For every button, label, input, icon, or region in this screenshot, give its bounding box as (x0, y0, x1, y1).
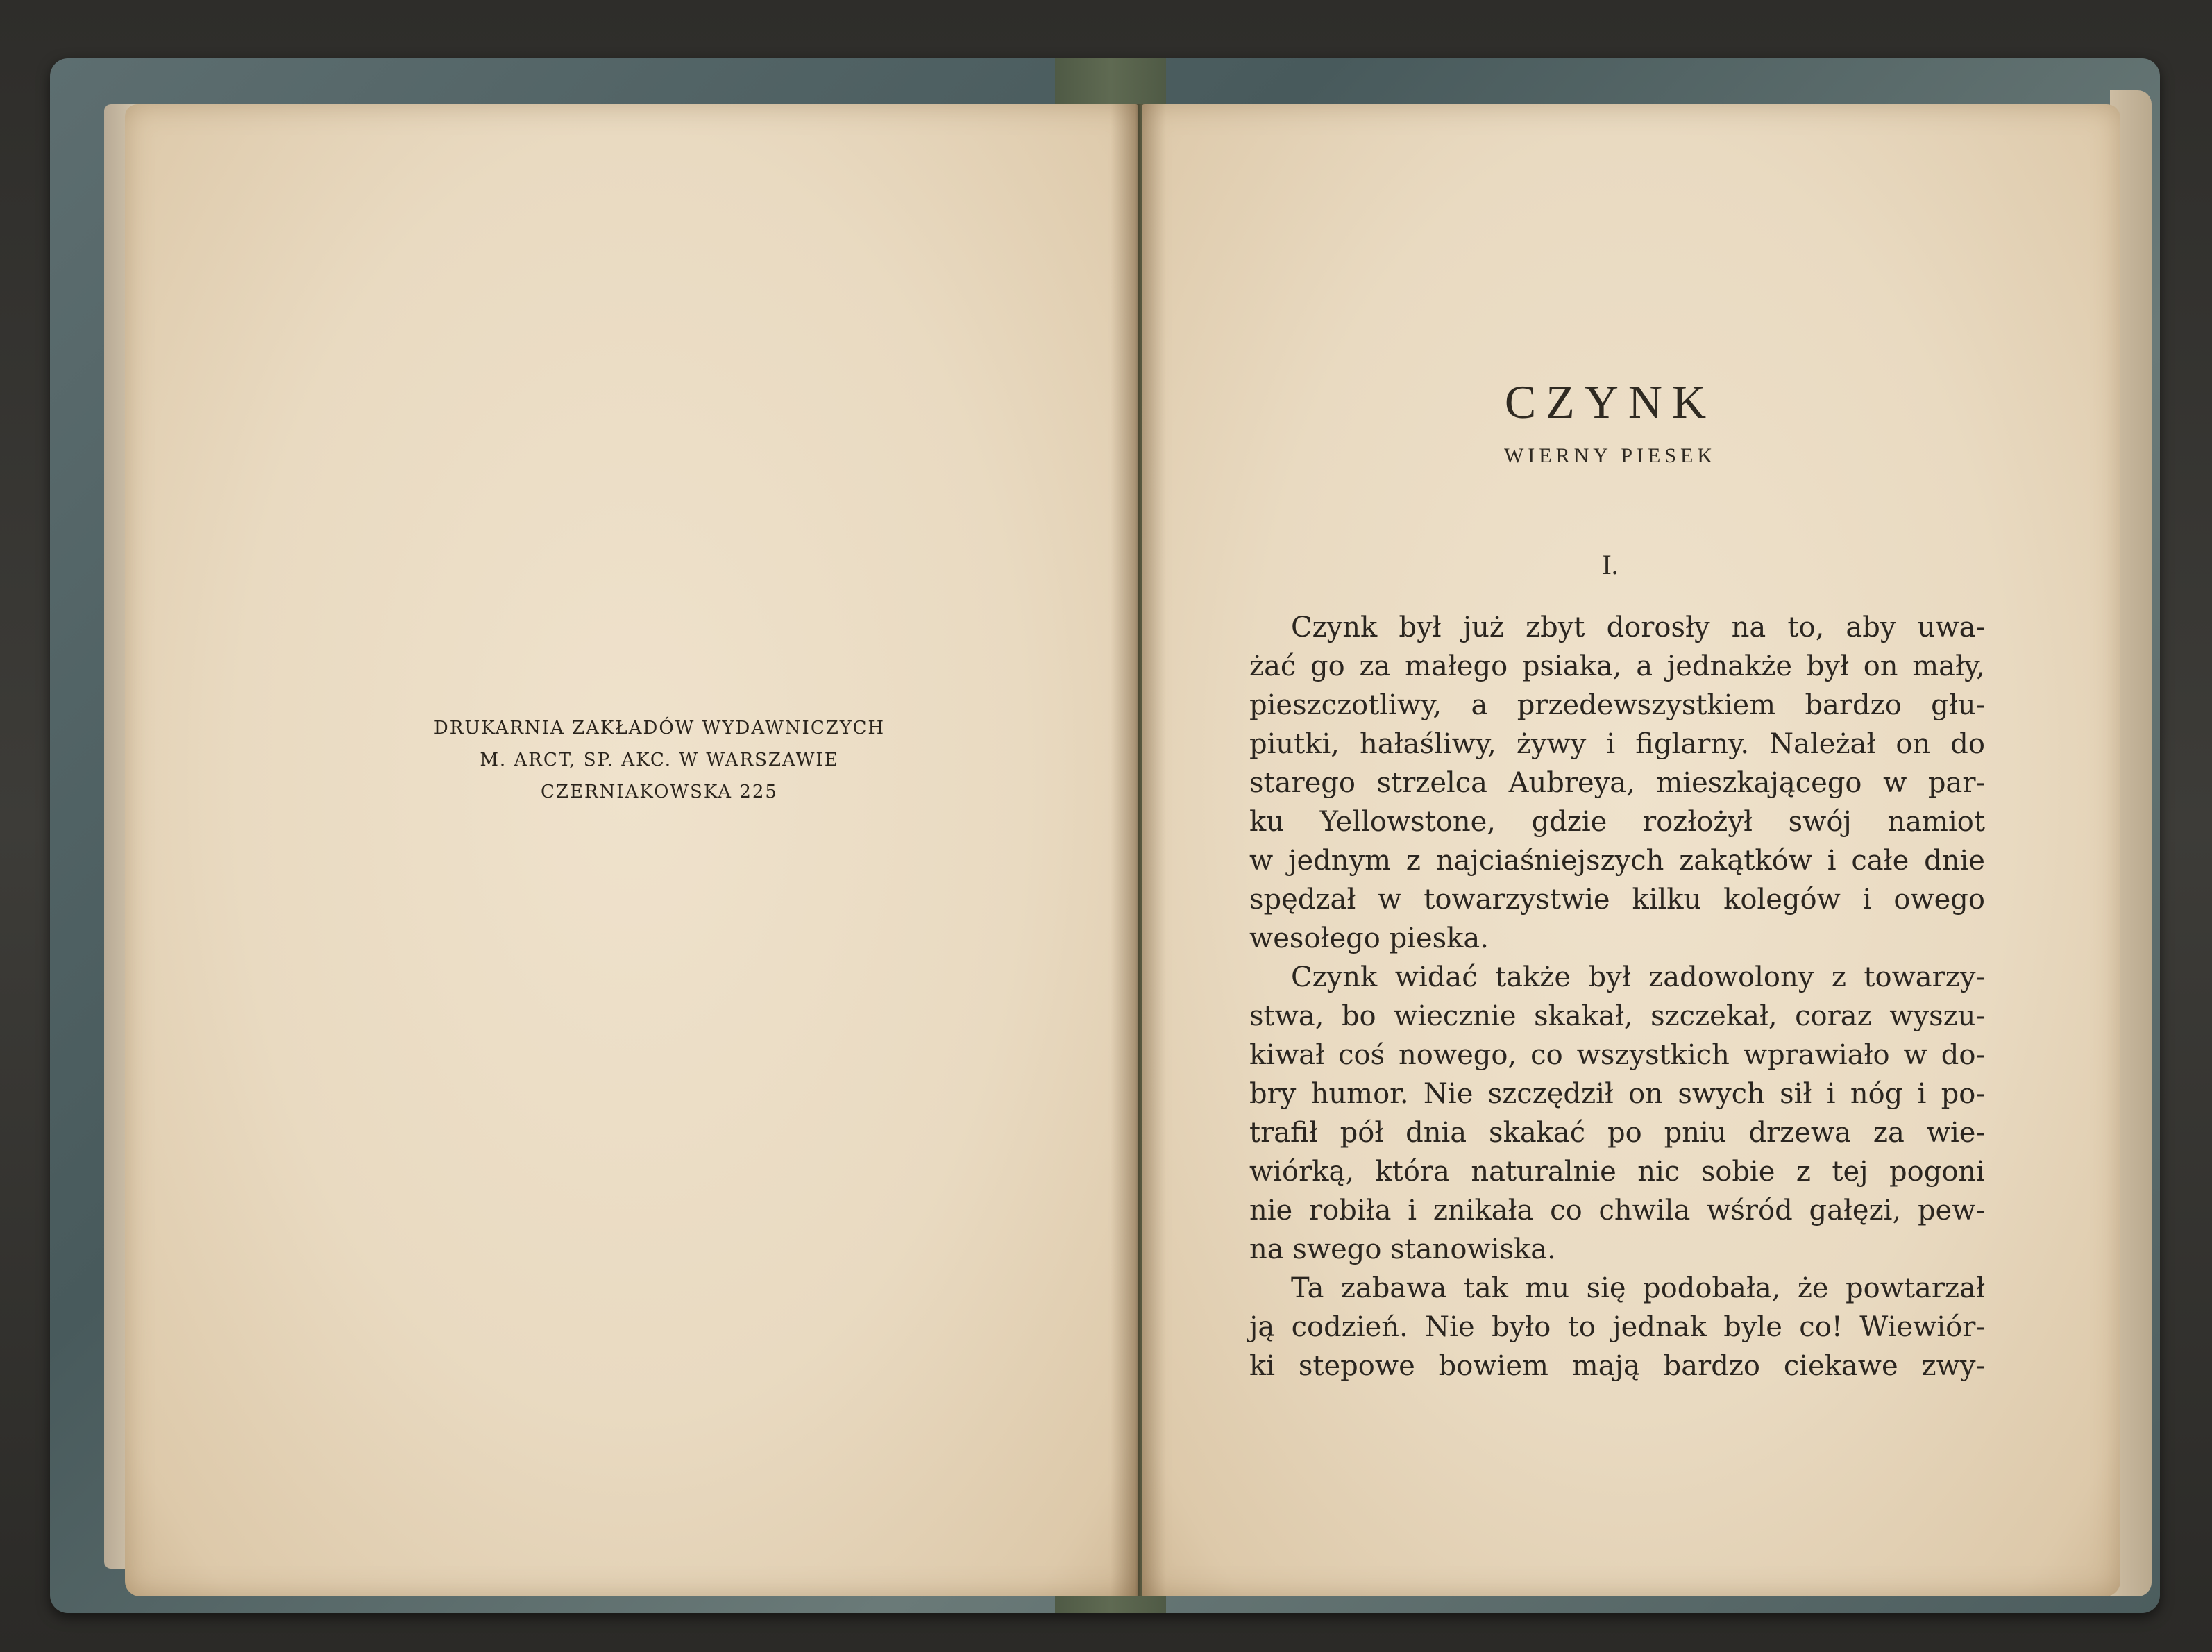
word: i (1826, 1078, 1836, 1110)
word: w (1249, 845, 1274, 877)
word: co! (1799, 1311, 1843, 1343)
word: piutki, (1249, 728, 1340, 760)
word: wyszu- (1889, 1000, 1985, 1032)
word: do- (1941, 1039, 1985, 1071)
word: Yellowstone, (1319, 806, 1496, 838)
text-line: wesołego pieska. (1249, 922, 1489, 954)
word: byle (1723, 1311, 1782, 1343)
word: się (1586, 1272, 1626, 1304)
word: swój (1788, 806, 1852, 838)
word: która (1375, 1156, 1450, 1188)
word: chwila (1598, 1195, 1691, 1227)
word: i (1917, 1078, 1927, 1110)
word: starego (1249, 767, 1356, 799)
word: pieszczotliwy, (1249, 689, 1442, 721)
word: kolegów (1723, 884, 1841, 916)
imprint-line: DRUKARNIA ZAKŁADÓW WYDAWNICZYCH (433, 718, 886, 739)
word: bardzo (1805, 689, 1902, 721)
word: ki (1249, 1350, 1276, 1382)
word: było (1492, 1311, 1551, 1343)
text-line (1249, 958, 1985, 997)
word: wprawiało (1743, 1039, 1890, 1071)
word: bardzo (1663, 1350, 1760, 1382)
word: hałaśliwy, (1360, 728, 1496, 760)
word: żywy (1516, 728, 1587, 760)
word: szczekał, (1650, 1000, 1778, 1032)
word: namiot (1887, 806, 1985, 838)
text-line (1249, 725, 1985, 764)
word: spędzał (1249, 884, 1356, 916)
word: mają (1571, 1350, 1640, 1382)
word: bowiem (1438, 1350, 1548, 1382)
word: za (1359, 650, 1391, 682)
word: dnia (1405, 1117, 1467, 1149)
word: towarzystwie (1424, 884, 1610, 916)
word: owego (1893, 884, 1985, 916)
word: pew- (1917, 1195, 1985, 1227)
word: zabawa (1340, 1272, 1447, 1304)
word: codzień. (1291, 1311, 1408, 1343)
text-line (1249, 686, 1985, 725)
word: to (1567, 1311, 1596, 1343)
left-page (125, 104, 1138, 1596)
word: ją (1249, 1311, 1275, 1343)
word: i (1827, 845, 1837, 877)
word: co (1550, 1195, 1582, 1227)
word: mieszkającego (1656, 767, 1862, 799)
word: po- (1941, 1078, 1985, 1110)
text-line (1249, 1036, 1985, 1074)
word: Ta (1291, 1272, 1324, 1304)
word: strzelca (1376, 767, 1488, 799)
word: sił (1780, 1078, 1812, 1110)
word: był (1588, 961, 1631, 993)
word: nic (1637, 1156, 1680, 1188)
word: przedewszystkiem (1517, 689, 1776, 721)
word: Należał (1769, 728, 1876, 760)
word: wszystkich (1576, 1039, 1730, 1071)
text-line (1249, 1269, 1985, 1308)
word: on (1863, 650, 1898, 682)
word: wie- (1926, 1117, 1985, 1149)
word: mały, (1912, 650, 1985, 682)
word: gałęzi, (1809, 1195, 1902, 1227)
word: towarzy- (1864, 961, 1985, 993)
word: rozłożył (1642, 806, 1753, 838)
word: co (1530, 1039, 1563, 1071)
word: tej (1832, 1156, 1868, 1188)
text-line (1249, 1113, 1985, 1152)
word: po (1607, 1117, 1642, 1149)
word: z (1831, 961, 1846, 993)
word: już (1462, 612, 1504, 643)
word: najciaśniejszych (1435, 845, 1664, 877)
word: swych (1678, 1078, 1765, 1110)
word: zwy- (1921, 1350, 1985, 1382)
word: robiła (1309, 1195, 1392, 1227)
word: w (1903, 1039, 1927, 1071)
word: jednym (1288, 845, 1392, 877)
story-title: CZYNK (1504, 376, 1716, 428)
word: z (1796, 1156, 1811, 1188)
word: skakać (1489, 1117, 1586, 1149)
word: podobała, (1643, 1272, 1781, 1304)
word: ku (1249, 806, 1284, 838)
word: go (1310, 650, 1345, 682)
word: i (1862, 884, 1872, 916)
word: widać (1394, 961, 1478, 993)
word: bry (1249, 1078, 1297, 1110)
word: tak (1463, 1272, 1508, 1304)
word: był (1806, 650, 1849, 682)
word: stepowe (1298, 1350, 1415, 1382)
word: mu (1525, 1272, 1570, 1304)
text-line (1249, 647, 1985, 686)
text-line (1249, 1347, 1985, 1385)
word: a (1471, 689, 1488, 721)
word: powtarzał (1846, 1272, 1985, 1304)
imprint-line: M. ARCT, SP. AKC. W WARSZAWIE (480, 750, 839, 770)
word: i (1606, 728, 1616, 760)
word: to, (1787, 612, 1825, 643)
word: figlarny. (1635, 728, 1750, 760)
word: on (1628, 1078, 1664, 1110)
word: Czynk (1291, 961, 1378, 993)
word: drzewa (1748, 1117, 1851, 1149)
word: całe (1851, 845, 1909, 877)
text-line: na swego stanowiska. (1249, 1233, 1556, 1265)
word: nóg (1850, 1078, 1903, 1110)
word: jednak (1612, 1311, 1707, 1343)
word: dnie (1924, 845, 1985, 877)
word: pogoni (1889, 1156, 1985, 1188)
word: Czynk (1291, 612, 1378, 643)
word: Wiewiór- (1859, 1311, 1985, 1343)
text-line (1249, 841, 1985, 880)
word: szczędził (1487, 1078, 1614, 1110)
word: w (1883, 767, 1907, 799)
word: naturalnie (1471, 1156, 1616, 1188)
imprint-line: CZERNIAKOWSKA 225 (541, 782, 778, 802)
word: głu- (1931, 689, 1985, 721)
word: pniu (1664, 1117, 1727, 1149)
text-line (1249, 802, 1985, 841)
chapter-number: I. (1602, 549, 1619, 580)
word: humor. (1310, 1078, 1409, 1110)
text-line (1249, 1308, 1985, 1347)
word: wiecznie (1394, 1000, 1517, 1032)
word: ciekawe (1783, 1350, 1898, 1382)
text-line (1249, 997, 1985, 1036)
word: nie (1249, 1195, 1293, 1227)
word: na (1731, 612, 1766, 643)
word: i (1408, 1195, 1417, 1227)
word: stwa, (1249, 1000, 1324, 1032)
word: uwa- (1917, 612, 1985, 643)
word: Nie (1425, 1311, 1475, 1343)
word: wiórką, (1249, 1156, 1355, 1188)
word: kilku (1632, 884, 1702, 916)
text-line (1249, 1152, 1985, 1191)
word: par- (1927, 767, 1985, 799)
printer-imprint (389, 712, 930, 808)
word: skakał, (1534, 1000, 1633, 1032)
word: do (1950, 728, 1985, 760)
word: Nie (1423, 1078, 1474, 1110)
word: za (1873, 1117, 1905, 1149)
word: pół (1340, 1117, 1384, 1149)
word: zakątków (1679, 845, 1812, 877)
word: gdzie (1531, 806, 1607, 838)
word: trafił (1249, 1117, 1318, 1149)
word: nowego, (1399, 1039, 1517, 1071)
story-subtitle: WIERNY PIESEK (1503, 444, 1717, 467)
word: on (1896, 728, 1931, 760)
text-line (1249, 608, 1985, 647)
word: Aubreya, (1508, 767, 1635, 799)
word: kiwał (1249, 1039, 1325, 1071)
text-line (1249, 764, 1985, 802)
text-line (1249, 880, 1985, 919)
word: zbyt (1526, 612, 1585, 643)
word: bo (1341, 1000, 1376, 1032)
body-text (1249, 608, 1985, 1385)
word: psiaka, (1521, 650, 1622, 682)
word: coraz (1795, 1000, 1872, 1032)
word: wśród (1707, 1195, 1793, 1227)
book-gutter (1111, 104, 1166, 1596)
word: dorosły (1606, 612, 1710, 643)
word: w (1378, 884, 1402, 916)
text-line (1249, 1074, 1985, 1113)
word: żać (1249, 650, 1297, 682)
word: sobie (1700, 1156, 1775, 1188)
word: był (1399, 612, 1442, 643)
word: także (1495, 961, 1571, 993)
word: znikała (1433, 1195, 1534, 1227)
word: zadowolony (1648, 961, 1814, 993)
word: jednakże (1666, 650, 1793, 682)
word: aby (1846, 612, 1896, 643)
word: coś (1338, 1039, 1385, 1071)
word: małego (1405, 650, 1508, 682)
text-line (1249, 1191, 1985, 1230)
word: z (1405, 845, 1421, 877)
word: a (1636, 650, 1653, 682)
word: że (1797, 1272, 1829, 1304)
